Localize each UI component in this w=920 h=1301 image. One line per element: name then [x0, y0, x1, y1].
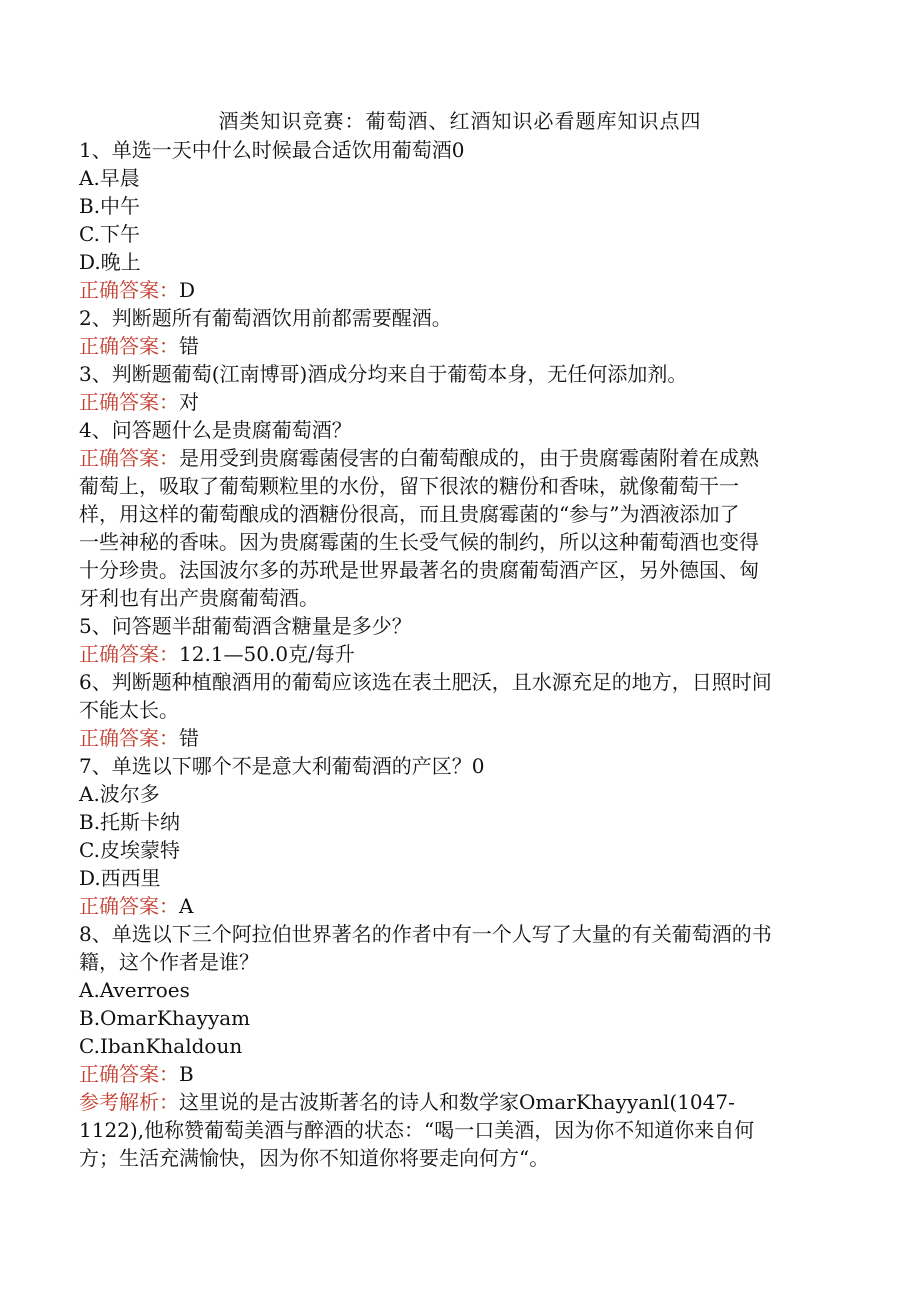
- option: C.IbanKhaldoun: [79, 1034, 243, 1058]
- answer-continuation: 葡萄上，吸取了葡萄颗粒里的水份，留下很浓的糖份和香味，就像葡萄干一: [79, 474, 739, 498]
- analysis-continuation: 方；生活充满愉快，因为你不知道你将要走向何方“。: [79, 1146, 550, 1170]
- analysis-label: 参考解析：: [79, 1090, 179, 1114]
- answer-row: [79, 1060, 839, 1088]
- answer-value: 对: [179, 390, 199, 414]
- option: B.中午: [79, 194, 141, 218]
- answer-value: 错: [179, 334, 199, 358]
- option: A.波尔多: [79, 782, 160, 806]
- answer-label: 正确答案：: [79, 642, 179, 666]
- answer-row: [79, 276, 839, 304]
- option: A.Averroes: [79, 978, 190, 1002]
- answer-row: [79, 388, 839, 416]
- answer-row: [79, 724, 839, 752]
- option: D.晚上: [79, 250, 141, 274]
- answer-continuation: 一些神秘的香味。因为贵腐霉菌的生长受气候的制约，所以这种葡萄酒也变得: [79, 530, 759, 554]
- question-stem: 8、单选以下三个阿拉伯世界著名的作者中有一个人写了大量的有关葡萄酒的书: [79, 922, 772, 946]
- answer-value: D: [179, 278, 196, 302]
- answer-value: A: [179, 894, 194, 918]
- answer-label: 正确答案：: [79, 1062, 179, 1086]
- analysis-continuation: 1122),他称赞葡萄美酒与醉酒的状态：“喝一口美酒，因为你不知道你来自何: [79, 1118, 755, 1142]
- answer-value: 12.1—50.0克/每升: [179, 642, 355, 666]
- option: A.早晨: [79, 166, 140, 190]
- option: B.OmarKhayyam: [79, 1006, 251, 1030]
- answer-row: [79, 892, 839, 920]
- answer-row: [79, 444, 839, 472]
- answer-continuation: 牙利也有出产贵腐葡萄酒。: [79, 586, 319, 610]
- question-stem: 2、判断题所有葡萄酒饮用前都需要醒酒。: [79, 306, 452, 330]
- question-stem: 4、问答题什么是贵腐葡萄酒？: [79, 418, 352, 442]
- answer-continuation: 十分珍贵。法国波尔多的苏玳是世界最著名的贵腐葡萄酒产区，另外德国、匈: [79, 558, 759, 582]
- answer-value: 是用受到贵腐霉菌侵害的白葡萄酿成的，由于贵腐霉菌附着在成熟: [179, 446, 759, 470]
- analysis-value: 这里说的是古波斯著名的诗人和数学家OmarKhayyanl(1047-: [179, 1090, 735, 1114]
- question-list: [79, 136, 839, 1172]
- question-stem-continuation: 籍，这个作者是谁？: [79, 950, 259, 974]
- question-stem: 7、单选以下哪个不是意大利葡萄酒的产区？0: [79, 754, 485, 778]
- answer-value: B: [179, 1062, 194, 1086]
- question-stem: 6、判断题种植酿酒用的葡萄应该选在表土肥沃，且水源充足的地方，日照时间: [79, 670, 772, 694]
- analysis-row: [79, 1088, 839, 1116]
- option: C.下午: [79, 222, 140, 246]
- question-stem: 1、单选一天中什么时候最合适饮用葡萄酒0: [79, 138, 465, 162]
- answer-row: [79, 640, 839, 668]
- answer-label: 正确答案：: [79, 390, 179, 414]
- answer-label: 正确答案：: [79, 334, 179, 358]
- answer-label: 正确答案：: [79, 726, 179, 750]
- question-stem: 5、问答题半甜葡萄酒含糖量是多少？: [79, 614, 412, 638]
- question-stem: 3、判断题葡萄(江南博哥)酒成分均来自于葡萄本身，无任何添加剂。: [79, 362, 688, 386]
- answer-value: 错: [179, 726, 199, 750]
- answer-label: 正确答案：: [79, 894, 179, 918]
- answer-label: 正确答案：: [79, 446, 179, 470]
- answer-row: [79, 332, 839, 360]
- question-stem-continuation: 不能太长。: [79, 698, 179, 722]
- option: D.西西里: [79, 866, 161, 890]
- answer-label: 正确答案：: [79, 278, 179, 302]
- answer-continuation: 样，用这样的葡萄酿成的酒糖份很高，而且贵腐霉菌的“参与”为酒液添加了: [79, 502, 740, 526]
- document-title: 酒类知识竞赛：葡萄酒、红酒知识必看题库知识点四: [218, 109, 702, 133]
- option: B.托斯卡纳: [79, 810, 181, 834]
- option: C.皮埃蒙特: [79, 838, 180, 862]
